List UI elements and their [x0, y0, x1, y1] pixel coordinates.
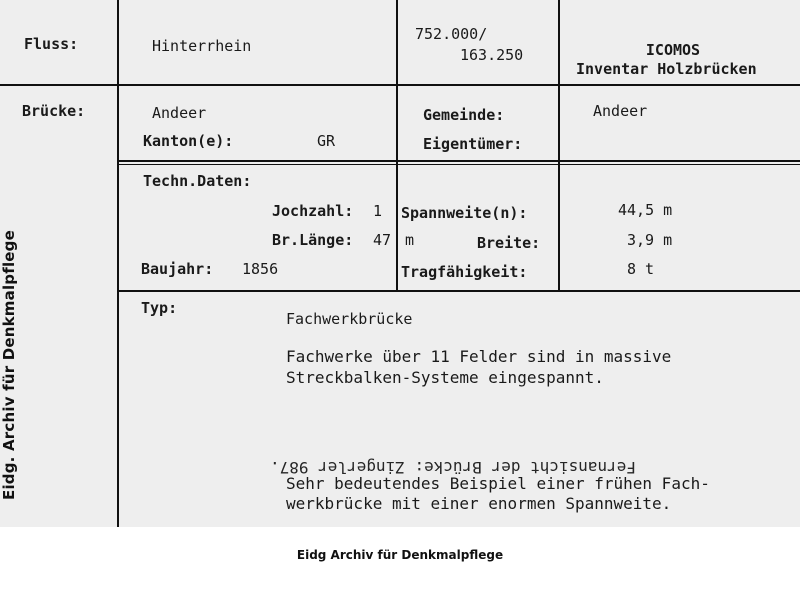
grid-line-horizontal-techn	[117, 160, 800, 162]
breite-value: 3,9 m	[627, 231, 673, 249]
bruecken-laenge-unit: m	[405, 231, 415, 249]
org-title: ICOMOS	[645, 41, 701, 59]
grid-line-horizontal-techn-double	[117, 164, 800, 165]
typ-label: Typ:	[141, 299, 178, 317]
bruecke-value: Andeer	[152, 104, 207, 122]
kanton-value: GR	[317, 132, 336, 150]
baujahr-label: Baujahr:	[141, 260, 214, 278]
eigentuemer-label: Eigentümer:	[423, 135, 523, 153]
fluss-value: Hinterrhein	[152, 37, 252, 55]
bruecke-label: Brücke:	[22, 102, 86, 120]
grid-line-vertical-mid	[396, 0, 398, 292]
grid-line-horizontal-top	[0, 84, 800, 86]
kanton-label: Kanton(e):	[143, 132, 234, 150]
org-subtitle: Inventar Holzbrücken	[576, 60, 757, 78]
bruecken-laenge-value: 47	[373, 231, 392, 249]
grid-line-horizontal-typ	[117, 290, 800, 292]
gemeinde-label: Gemeinde:	[423, 106, 505, 124]
techn-daten-label: Techn.Daten:	[143, 172, 252, 190]
image-caption: Eidg Archiv für Denkmalpflege	[296, 548, 504, 562]
baujahr-value: 1856	[242, 260, 279, 278]
mirrored-bleedthrough-text: Fernansicht der Brücke: Zingerler 987.	[270, 458, 637, 477]
jochzahl-value: 1	[373, 202, 383, 220]
tragfaehigkeit-value: 8 t	[627, 260, 655, 278]
gemeinde-value: Andeer	[593, 102, 648, 120]
grid-line-vertical-left	[117, 0, 119, 527]
typ-value: Fachwerkbrücke	[286, 310, 413, 328]
tragfaehigkeit-label: Tragfähigkeit:	[401, 263, 528, 281]
bruecken-laenge-label: Br.Länge:	[272, 231, 354, 249]
spannweite-value: 44,5 m	[618, 201, 673, 219]
jochzahl-label: Jochzahl:	[272, 202, 354, 220]
spannweite-label: Spannweite(n):	[401, 204, 528, 222]
breite-label: Breite:	[477, 234, 541, 252]
archive-side-stamp: Eidg. Archiv für Denkmalpflege	[0, 230, 18, 500]
description-line2: Streckbalken-Systeme eingespannt.	[286, 368, 604, 387]
coordinates-line1: 752.000/	[415, 25, 488, 43]
description-line1: Fachwerke über 11 Felder sind in massive	[286, 347, 672, 366]
fluss-label: Fluss:	[24, 35, 79, 53]
coordinates-line2: 163.250	[460, 46, 524, 64]
note-line1: Sehr bedeutendes Beispiel einer frühen Fach-	[286, 474, 710, 493]
note-line2: werkbrücke mit einer enormen Spannweite.	[286, 494, 672, 513]
